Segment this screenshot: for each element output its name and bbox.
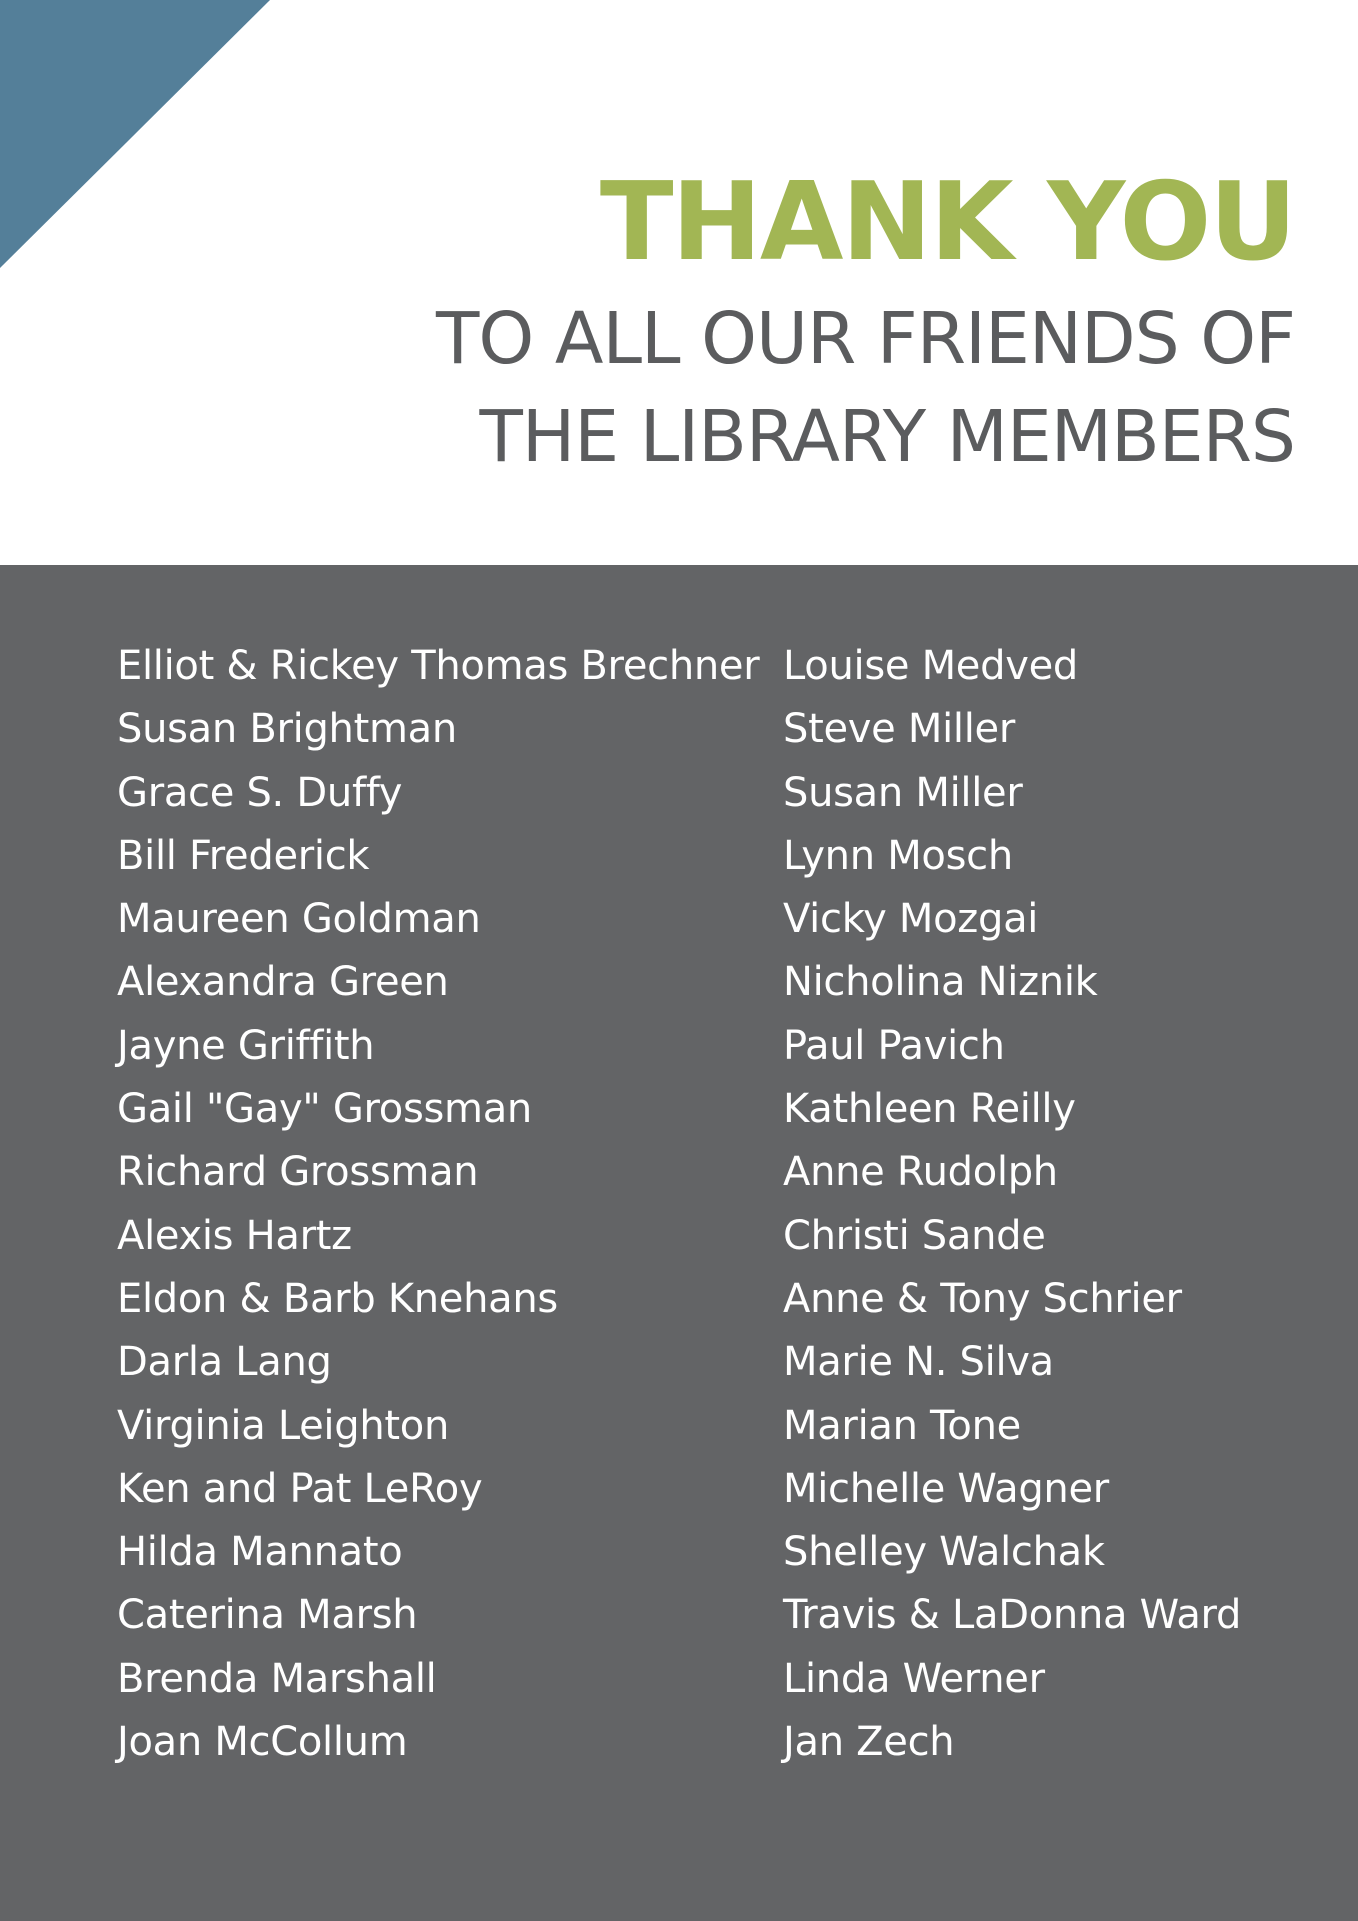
member-name: Brenda Marshall: [117, 1655, 437, 1702]
member-name: Christi Sande: [783, 1212, 1046, 1259]
member-name: Kathleen Reilly: [783, 1086, 1076, 1133]
member-name: Paul Pavich: [783, 1022, 1005, 1069]
page-title: THANK YOU: [599, 160, 1295, 285]
subtitle-line-2: THE LIBRARY MEMBERS: [479, 395, 1295, 478]
member-name: Bill Frederick: [117, 832, 370, 879]
member-name: Grace S. Duffy: [117, 769, 403, 816]
member-name: Marie N. Silva: [783, 1339, 1054, 1386]
member-name: Jayne Griffith: [117, 1022, 375, 1069]
members-list-right: [783, 635, 1241, 1774]
page-subtitle: [436, 290, 1295, 486]
member-name: Linda Werner: [783, 1655, 1045, 1702]
member-name: Marian Tone: [783, 1402, 1021, 1449]
corner-triangle-shape: [0, 0, 270, 268]
subtitle-line-1: TO ALL OUR FRIENDS OF: [436, 297, 1295, 380]
member-name: Elliot & Rickey Thomas Brechner: [117, 643, 760, 689]
member-name: Maureen Goldman: [117, 896, 481, 943]
member-name: Michelle Wagner: [783, 1465, 1109, 1512]
member-name: Vicky Mozgai: [783, 896, 1039, 943]
member-name: Richard Grossman: [117, 1149, 479, 1196]
member-name: Anne & Tony Schrier: [783, 1275, 1182, 1322]
corner-triangle-decoration: [0, 0, 270, 268]
member-name: Anne Rudolph: [783, 1149, 1058, 1196]
member-name: Nicholina Niznik: [783, 959, 1098, 1006]
member-name: Alexis Hartz: [117, 1212, 352, 1259]
member-name: Susan Miller: [783, 769, 1023, 816]
member-name: Alexandra Green: [117, 959, 449, 1006]
member-name: Steve Miller: [783, 706, 1015, 753]
member-name: Hilda Mannato: [117, 1529, 403, 1576]
member-name: Travis & LaDonna Ward: [783, 1592, 1242, 1639]
member-name: Susan Brightman: [117, 706, 457, 753]
member-name: Jan Zech: [783, 1719, 955, 1766]
header: [0, 0, 1358, 565]
member-name: Joan McCollum: [117, 1719, 408, 1766]
member-name: Virginia Leighton: [117, 1402, 449, 1449]
members-panel: [0, 565, 1358, 1921]
member-name: Shelley Walchak: [783, 1529, 1105, 1576]
member-name: Lynn Mosch: [783, 832, 1013, 879]
member-name: Gail "Gay" Grossman: [117, 1086, 532, 1133]
member-name: Eldon & Barb Knehans: [117, 1275, 558, 1322]
member-name: Louise Medved: [783, 643, 1078, 689]
member-name: Ken and Pat LeRoy: [117, 1465, 483, 1512]
member-name: Darla Lang: [117, 1339, 332, 1386]
members-list-left: [117, 635, 759, 1774]
member-name: Caterina Marsh: [117, 1592, 418, 1639]
